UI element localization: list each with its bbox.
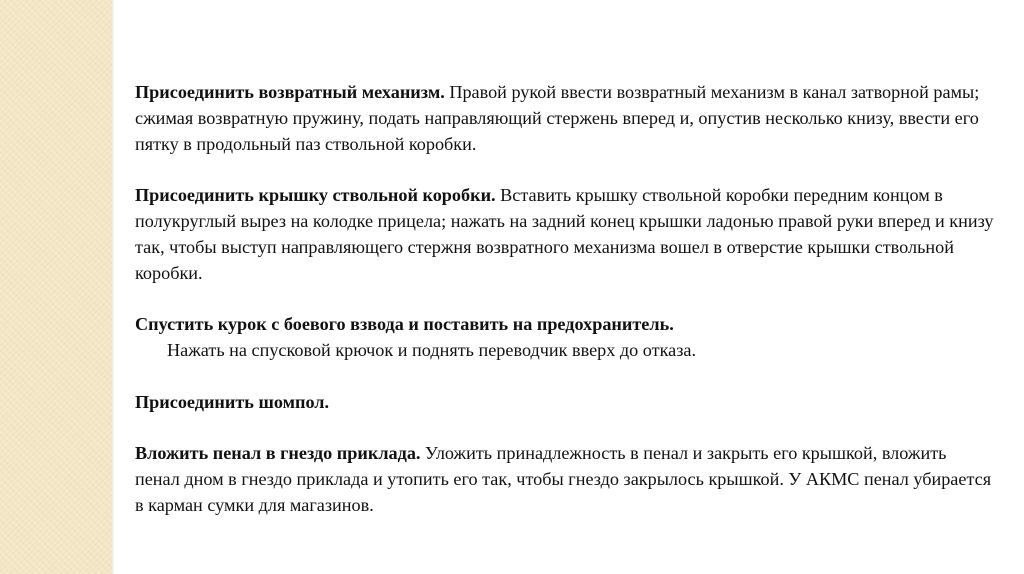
heading-case-into-butt: Вложить пенал в гнездо приклада. — [135, 443, 421, 464]
heading-return-mechanism: Присоединить возвратный механизм. — [135, 82, 445, 102]
slide-content — [135, 80, 995, 519]
heading-cleaning-rod: Присоединить шомпол. — [135, 391, 330, 412]
paragraph-release-hammer — [135, 312, 995, 364]
paragraph-receiver-cover — [135, 183, 995, 286]
heading-receiver-cover: Присоединить крышку ствольной коробки. — [135, 185, 496, 206]
side-band-edge — [112, 0, 114, 574]
paragraph-cleaning-rod — [135, 390, 995, 416]
heading-release-hammer: Спустить курок с боевого взвода и поставить на предохранитель. — [135, 314, 674, 335]
text-release-hammer: Нажать на спусковой крючок и поднять переводчик вверх до отказа. — [167, 339, 697, 360]
text-return-mechanism: Правой рукой ввести возвратный механизм в канал затворной рамы; сжимая возвратную пружину, подать направляющий стержень вперед и, опустив несколько книзу, ввести его пятку в продольный паз ствольной коробки. — [135, 82, 980, 154]
paragraph-case-into-butt — [135, 441, 995, 518]
text-receiver-cover: Вставить крышку ствольной коробки передним концом в полукруглый вырез на колодке прицела; нажать на задний конец крышки ладонью правой руки вперед и книзу так, чтобы выступ направляющего стержня возвратного механизма вошел в отверстие крышки ствольной коробки. — [135, 185, 994, 283]
text-case-into-butt: Уложить принадлежность в пенал и закрыть его крышкой, вложить пенал дном в гнездо приклада и утопить его так, чтобы гнездо закрылось крышкой. У АКМС пенал убирается в карман сумки для магазинов. — [135, 443, 992, 515]
paragraph-return-mechanism — [135, 80, 995, 157]
decorative-side-band — [0, 0, 112, 574]
